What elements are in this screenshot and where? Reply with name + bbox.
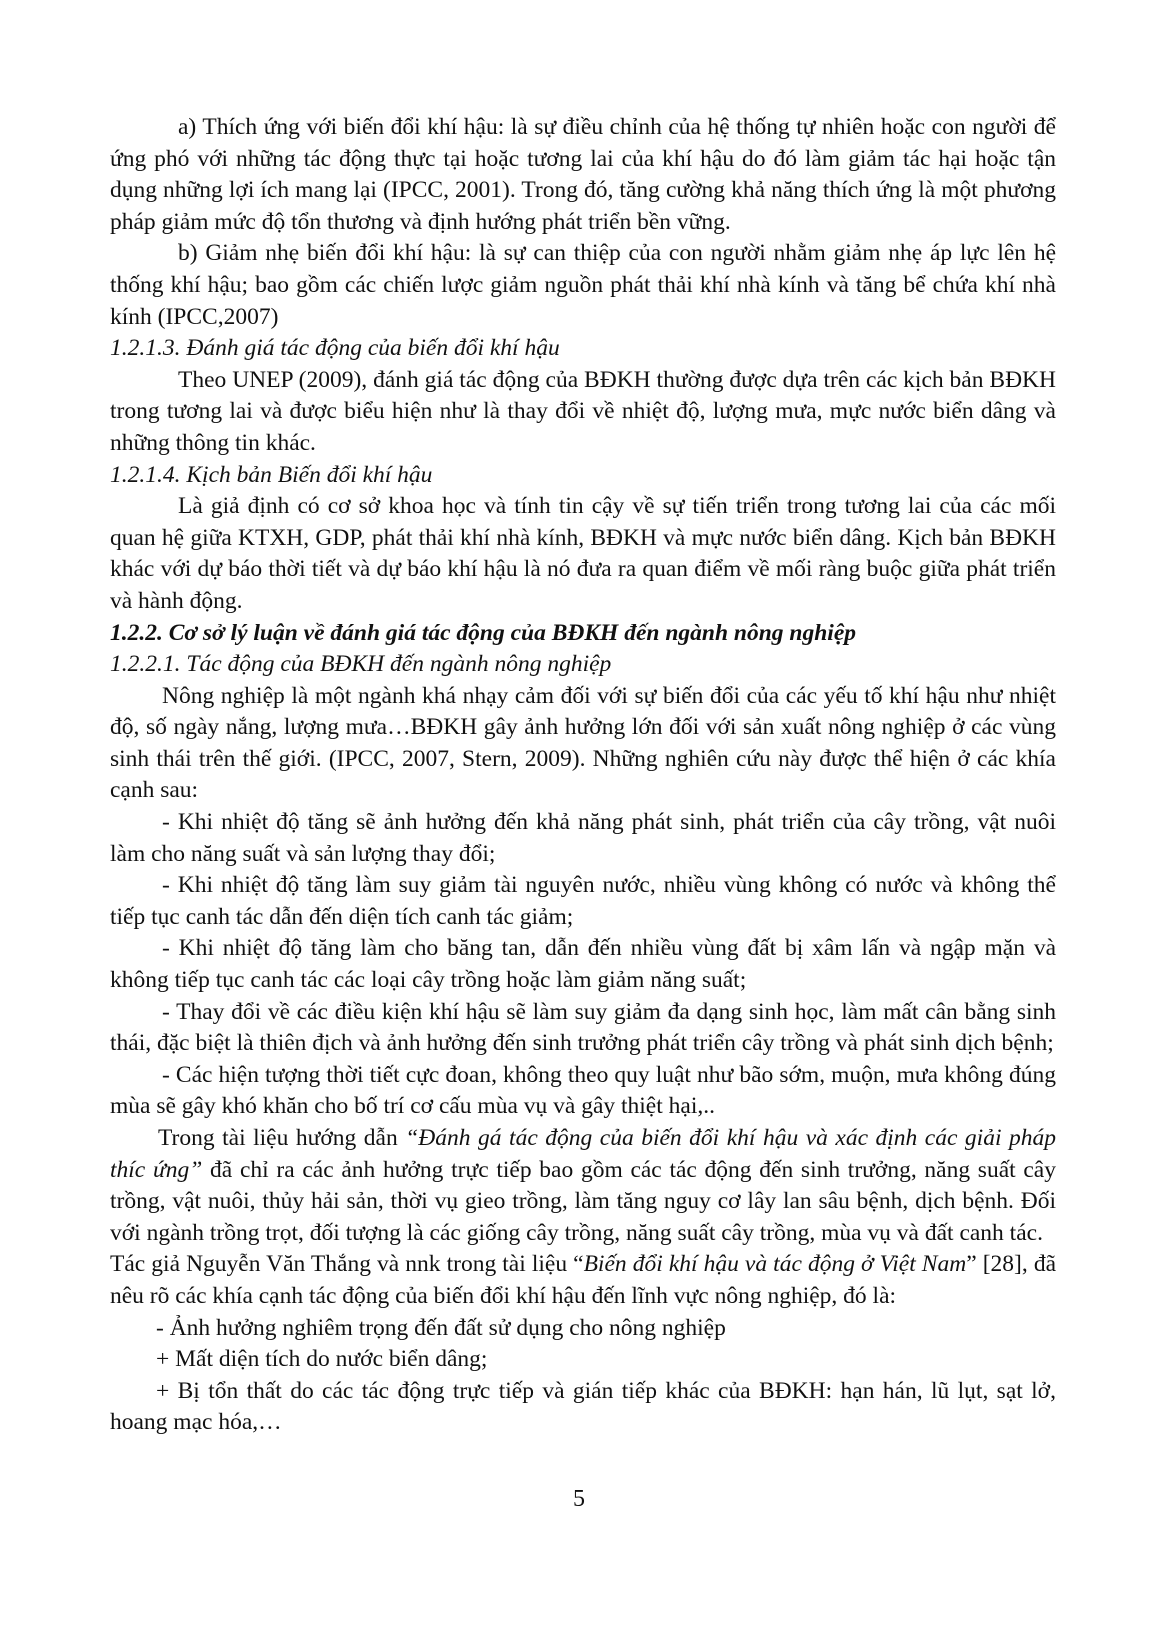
paragraph-scenario: Là giả định có cơ sở khoa học và tính tin cậy về sự tiến triển trong tương lai của các mối quan hệ giữa KTXH, GDP, phát thải khí nhà kính, BĐKH và mực nước biển dâng. Kịch bản BĐKH khác với dự báo thời tiết và dự báo khí hậu là nó đưa ra quan điểm về mối ràng buộc giữa phát triển và hành động. [110, 493, 1056, 614]
paragraph-nguyen-van-thang [110, 1249, 1056, 1312]
heading-1-2-1-3: 1.2.1.3. Đánh giá tác động của biến đổi khí hậu [110, 335, 560, 362]
bullet-temperature-growth: - Khi nhiệt độ tăng sẽ ảnh hưởng đến khả năng phát sinh, phát triển của cây trồng, vật nuôi làm cho năng suất và sản lượng thay đổi; [110, 809, 1056, 867]
heading-1-2-2: 1.2.2. Cơ sở lý luận về đánh giá tác động của BĐKH đến ngành nông nghiệp [110, 619, 857, 646]
bullet-land-use: - Ảnh hưởng nghiêm trọng đến đất sử dụng cho nông nghiệp [156, 1314, 726, 1341]
bullet-ice-melting: - Khi nhiệt độ tăng làm cho băng tan, dẫn đến nhiều vùng đất bị xâm lấn và ngập mặn và không tiếp tục canh tác các loại cây trồng hoặc làm giảm năng suất; [110, 935, 1056, 994]
heading-1-2-1-4: 1.2.1.4. Kịch bản Biến đổi khí hậu [110, 461, 433, 488]
guidance-text-end: đã chỉ ra các ảnh hưởng trực tiếp bao gồm các tác động đến sinh trưởng, năng suất cây trồng, vật nuôi, thủy hải sản, thời vụ gieo trồng, làm tăng nguy cơ lây lan sâu bệnh, dịch bệnh. Đối với ngành trồng trọt, đối tượng là các giống cây trồng, năng suất cây trồng, mùa vụ và đất canh tác. [110, 1156, 1056, 1246]
paragraph-agriculture: Nông nghiệp là một ngành khá nhạy cảm đối với sự biến đổi của các yếu tố khí hậu như nhiệt độ, số ngày nắng, lượng mưa…BĐKH gây ảnh hưởng lớn đối với sản xuất nông nghiệp ở các vùng sinh thái trên thế giới. (IPCC, 2007, Stern, 2009). Những nghiên cứu này được thể hiện ở các khía cạnh sau: [110, 682, 1056, 804]
author-text-start: Tác giả Nguyễn Văn Thắng và nnk trong tài liệu “ [110, 1251, 584, 1278]
paragraph-adaptation: a) Thích ứng với biến đổi khí hậu: là sự điều chỉnh của hệ thống tự nhiên hoặc con người để ứng phó với những tác động thực tại hoặc tương lai của khí hậu do đó làm giảm tác hại hoặc tận dụng những lợi ích mang lại (IPCC, 2001). Trong đó, tăng cường khả năng thích ứng là một phương pháp giảm mức độ tổn thương và định hướng phát triển bền vững. [110, 114, 1056, 235]
paragraph-unep: Theo UNEP (2009), đánh giá tác động của BĐKH thường được dựa trên các kịch bản BĐKH trong tương lai và được biểu hiện như là thay đổi về nhiệt độ, lượng mưa, mực nước biển dâng và những thông tin khác. [110, 366, 1056, 456]
paragraph-mitigation: b) Giảm nhẹ biến đổi khí hậu: là sự can thiệp của con người nhằm giảm nhẹ áp lực lên hệ thống khí hậu; bao gồm các chiến lược giảm nguồn phát thải khí nhà kính và tăng bể chứa khí nhà kính (IPCC,2007) [110, 240, 1056, 330]
guidance-text-start: Trong tài liệu hướng dẫn [158, 1125, 406, 1151]
document-page [110, 112, 1056, 1439]
guidance-document-title: “Đánh gá tác động của biến đổi khí hậu và xác định các giải pháp thíc ứng” [110, 1125, 1056, 1183]
page-number: 5 [573, 1486, 585, 1512]
bullet-sea-level-loss: + Mất diện tích do nước biển dâng; [156, 1346, 488, 1373]
bullet-water-resources: - Khi nhiệt độ tăng làm suy giảm tài nguyên nước, nhiều vùng không có nước và không thể tiếp tục canh tác dẫn đến diện tích canh tác giảm; [110, 872, 1056, 930]
bullet-biodiversity: - Thay đổi về các điều kiện khí hậu sẽ làm suy giảm đa dạng sinh học, làm mất cân bằng sinh thái, đặc biệt là thiên địch và ảnh hưởng đến sinh trưởng phát triển cây trồng và phát sinh dịch bệnh; [110, 998, 1056, 1057]
paragraph-guidance-document [110, 1123, 1056, 1249]
author-document-title: Biến đổi khí hậu và tác động ở Việt Nam [583, 1251, 967, 1278]
heading-1-2-2-1: 1.2.2.1. Tác động của BĐKH đến ngành nông nghiệp [110, 651, 612, 678]
author-text-end: ” [28], đã nêu rõ các khía cạnh tác động của biến đổi khí hậu đến lĩnh vực nông nghiệp, đó là: [110, 1251, 1057, 1309]
bullet-indirect-losses: + Bị tổn thất do các tác động trực tiếp và gián tiếp khác của BĐKH: hạn hán, lũ lụt, sạt lở, hoang mạc hóa,… [110, 1377, 1056, 1436]
bullet-extreme-weather: - Các hiện tượng thời tiết cực đoan, không theo quy luật như bão sớm, muộn, mưa không đúng mùa sẽ gây khó khăn cho bố trí cơ cấu mùa vụ và gây thiệt hại,.. [110, 1061, 1056, 1120]
